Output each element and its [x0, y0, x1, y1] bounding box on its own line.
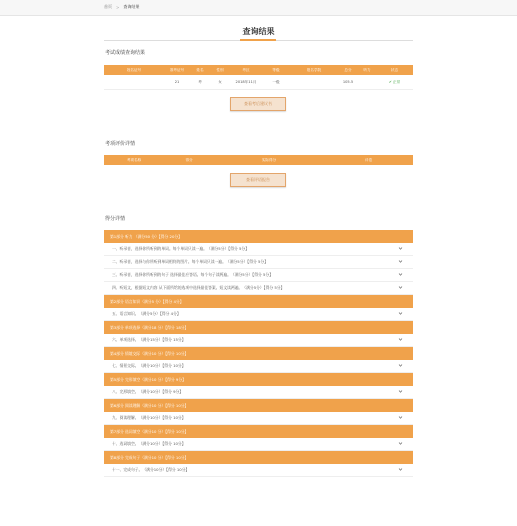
score-detail-list: [104, 230, 413, 477]
breadcrumb: [104, 4, 139, 10]
chevron-down-icon[interactable]: [398, 337, 403, 342]
part-header[interactable]: 第4部分 情境交际（满分10 分）【得分 10分】: [104, 347, 413, 360]
list-item-label: 七、情景交际。（满分10分）【得分 10分】: [112, 363, 186, 368]
list-item[interactable]: [104, 282, 413, 295]
list-item-label: 四、听短文，根据短文内容 从下面所给的选项中选择最佳答案。短文读两遍。（满分5分）【得分 5分】: [112, 285, 285, 290]
table-cell: 一级: [272, 79, 280, 84]
table-cell: 女: [218, 79, 222, 84]
list-item-label: 十一、完成句子。（满分10分）【得分 10分】: [112, 467, 190, 472]
list-item[interactable]: [104, 256, 413, 269]
chevron-down-icon[interactable]: [398, 415, 403, 420]
list-item[interactable]: [104, 438, 413, 451]
column-header: 姓名证号: [126, 67, 142, 72]
eval-table: [104, 155, 413, 165]
list-item-label: 三、听录音，选择你所听到的句子 选择最佳应答语。每个句子读两遍。（满分5分）【得分 5分】: [112, 272, 274, 277]
exam-result-table: [104, 65, 413, 90]
list-item[interactable]: [104, 412, 413, 425]
part-header[interactable]: 第6部分 阅读理解（满分10 分）【得分 10分】: [104, 399, 413, 412]
chevron-down-icon[interactable]: [398, 467, 403, 472]
list-item[interactable]: [104, 334, 413, 347]
list-item[interactable]: [104, 243, 413, 256]
list-item[interactable]: [104, 269, 413, 282]
title-accent-bar: [240, 39, 276, 41]
part-header[interactable]: 第5部分 完形填空（满分10 分）【得分 9分】: [104, 373, 413, 386]
chevron-down-icon[interactable]: [398, 285, 403, 290]
column-header: 等级: [272, 67, 280, 72]
part-header[interactable]: 第8部分 完成句子（满分10 分）【得分 10分】: [104, 451, 413, 464]
eval-label: 考项评价详情: [105, 141, 136, 147]
part-header[interactable]: 第1部分 听力 （满分50 分）【得分 20分】: [104, 230, 413, 243]
chevron-down-icon[interactable]: [398, 441, 403, 446]
column-header: 状态: [390, 67, 399, 72]
table-cell: 21: [174, 80, 180, 84]
column-header: 准考证号: [169, 67, 185, 72]
part-header[interactable]: 第2部分 语言知识（满分5 分）【得分 4分】: [104, 295, 413, 308]
column-header: 姓名: [196, 67, 204, 72]
chevron-down-icon[interactable]: [398, 259, 403, 264]
page-title: 查询结果: [242, 27, 275, 36]
list-item[interactable]: [104, 386, 413, 399]
table-cell: 2018年11月: [235, 79, 257, 84]
chevron-down-icon[interactable]: [398, 389, 403, 394]
table-row: [104, 75, 413, 90]
column-header: 考区: [242, 67, 250, 72]
table-cell: 考: [198, 79, 202, 84]
exam-result-label: 考试成绩查询结果: [105, 50, 146, 56]
breadcrumb-home-link[interactable]: 首页: [104, 4, 112, 9]
list-item-label: 十、选词填空。（满分10分）【得分 10分】: [112, 441, 186, 446]
column-header: 得分: [185, 157, 193, 162]
top-bar: [0, 0, 517, 16]
list-item[interactable]: [104, 360, 413, 373]
column-header: 总分: [344, 67, 352, 72]
chevron-down-icon[interactable]: [398, 246, 403, 251]
table-cell: 105.5: [342, 80, 354, 84]
column-header: 评语: [364, 157, 373, 162]
column-header: 报名学院: [306, 67, 322, 72]
list-item[interactable]: [104, 464, 413, 477]
eval-table-header: [104, 155, 413, 165]
breadcrumb-current: 查询结果: [123, 4, 140, 9]
list-item-label: 八、完形填空。（满分10分）【得分 9分】: [112, 389, 184, 394]
table-cell: ✔ 正常: [388, 79, 401, 84]
view-advice-button[interactable]: 查看考后建议书: [230, 97, 286, 111]
list-item-label: 九、阅读理解。（满分10分）【得分 10分】: [112, 415, 186, 420]
list-item-label: 五、语言知识。（满分5分）【得分 4分】: [112, 311, 181, 316]
column-header: 实际得分: [261, 157, 277, 162]
score-detail-label: 得分详情: [105, 216, 126, 222]
list-item-label: 二、听录音，选择与你所听到单词相符的图片。每个单词只读一遍。（满分5分）【得分 5分】: [112, 259, 269, 264]
view-report-button[interactable]: 查看评语报告: [230, 173, 286, 187]
column-header: 性别: [216, 67, 224, 72]
breadcrumb-separator: >: [116, 4, 120, 10]
list-item-label: 一、听录音，选择你所听到的单词。每个单词只读一遍。（满分5分）【得分 5分】: [112, 246, 250, 251]
chevron-down-icon[interactable]: [398, 311, 403, 316]
part-header[interactable]: 第7部分 选词填空（满分10 分）【得分 10分】: [104, 425, 413, 438]
exam-result-table-header: [104, 65, 413, 75]
chevron-down-icon[interactable]: [398, 272, 403, 277]
list-item-label: 六、单项选择。（满分15分）【得分 15分】: [112, 337, 186, 342]
column-header: 听力: [363, 67, 371, 72]
chevron-down-icon[interactable]: [398, 363, 403, 368]
part-header[interactable]: 第3部分 单项选择（满分18 分）【得分 18分】: [104, 321, 413, 334]
column-header: 考项名称: [126, 157, 142, 162]
list-item[interactable]: [104, 308, 413, 321]
